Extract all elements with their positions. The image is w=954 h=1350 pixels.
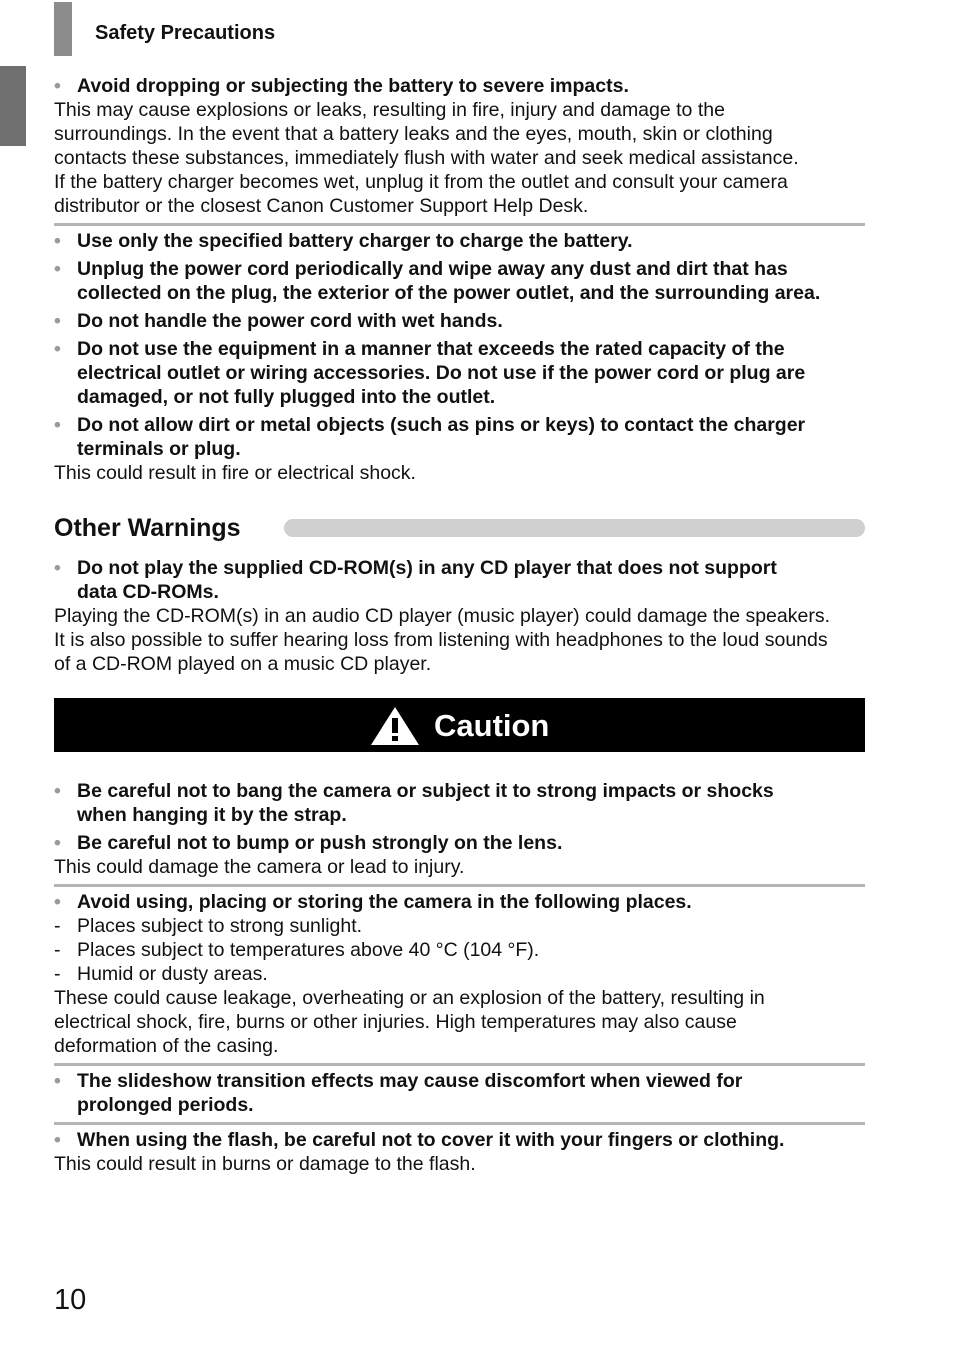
- bullet-item: • Be careful not to bang the camera or subject it to strong impacts or shocks: [54, 780, 774, 802]
- bullet-icon: •: [54, 338, 61, 360]
- divider: [54, 223, 865, 226]
- bullet-item: • The slideshow transition effects may cause discomfort when viewed for: [54, 1070, 743, 1092]
- page-number: 10: [54, 1284, 87, 1316]
- bullet-icon: •: [54, 832, 61, 854]
- bullet-item: • Be careful not to bump or push strongly on the lens.: [54, 832, 563, 854]
- bullet-item: • Do not handle the power cord with wet hands.: [54, 310, 503, 332]
- warning-icon: [369, 705, 421, 747]
- bullet-icon: •: [54, 230, 61, 252]
- page-header-title: Safety Precautions: [95, 22, 276, 44]
- bullet-item: • Use only the specified battery charger to charge the battery.: [54, 230, 633, 252]
- bullet-icon: •: [54, 414, 61, 436]
- bullet-icon: •: [54, 75, 61, 97]
- divider: [54, 1063, 865, 1066]
- heading-bar: [284, 519, 865, 537]
- bullet-icon: •: [54, 1129, 61, 1151]
- bullet-continuation: electrical outlet or wiring accessories. Do not use if the power cord or plug are: [77, 362, 806, 384]
- paragraph-line: These could cause leakage, overheating or an explosion of the battery, resulting in: [54, 987, 765, 1009]
- other-warnings-heading: [54, 511, 865, 545]
- divider: [54, 1122, 865, 1125]
- paragraph-line: Playing the CD-ROM(s) in an audio CD player (music player) could damage the speakers.: [54, 605, 830, 627]
- bullet-item: • Avoid using, placing or storing the camera in the following places.: [54, 891, 692, 913]
- paragraph-line: This may cause explosions or leaks, resulting in fire, injury and damage to the: [54, 99, 725, 121]
- dash-item: - Humid or dusty areas.: [54, 963, 268, 985]
- bullet-icon: •: [54, 557, 61, 579]
- note-text: This could damage the camera or lead to injury.: [54, 856, 465, 878]
- caution-banner: [54, 698, 865, 752]
- bullet-item: • Do not play the supplied CD-ROM(s) in any CD player that does not support: [54, 557, 777, 579]
- bullet-continuation: damaged, or not fully plugged into the outlet.: [77, 386, 496, 408]
- note-text: This could result in fire or electrical shock.: [54, 462, 416, 484]
- bullet-continuation: when hanging it by the strap.: [77, 804, 347, 826]
- note-text: This could result in burns or damage to the flash.: [54, 1153, 476, 1175]
- bullet-continuation: terminals or plug.: [77, 438, 241, 460]
- dash-marker: -: [54, 915, 61, 937]
- header-bar: [54, 2, 72, 56]
- bullet-continuation: collected on the plug, the exterior of the power outlet, and the surrounding area.: [77, 282, 821, 304]
- section-title: Other Warnings: [54, 514, 253, 543]
- page-content: [54, 74, 865, 1176]
- dash-item: - Places subject to strong sunlight.: [54, 915, 363, 937]
- caution-label: Caution: [434, 708, 550, 743]
- bullet-icon: •: [54, 891, 61, 913]
- bullet-continuation: data CD-ROMs.: [77, 581, 219, 603]
- paragraph-line: It is also possible to suffer hearing loss from listening with headphones to the loud sounds: [54, 629, 828, 651]
- bullet-item: • Avoid dropping or subjecting the battery to severe impacts.: [54, 75, 629, 97]
- bullet-continuation: prolonged periods.: [77, 1094, 254, 1116]
- bullet-icon: •: [54, 310, 61, 332]
- dash-marker: -: [54, 963, 61, 985]
- dash-item: - Places subject to temperatures above 40 °C (104 °F).: [54, 939, 540, 961]
- bullet-icon: •: [54, 780, 61, 802]
- paragraph-line: If the battery charger becomes wet, unplug it from the outlet and consult your camera: [54, 171, 788, 193]
- bullet-item: • Do not use the equipment in a manner that exceeds the rated capacity of the: [54, 338, 785, 360]
- paragraph-line: deformation of the casing.: [54, 1035, 279, 1057]
- paragraph-line: of a CD-ROM played on a music CD player.: [54, 653, 432, 675]
- side-tab: [0, 66, 26, 146]
- paragraph-line: surroundings. In the event that a battery leaks and the eyes, mouth, skin or clothing: [54, 123, 773, 145]
- paragraph-line: contacts these substances, immediately flush with water and seek medical assistance.: [54, 147, 799, 169]
- dash-marker: -: [54, 939, 61, 961]
- paragraph-line: electrical shock, fire, burns or other injuries. High temperatures may also cause: [54, 1011, 737, 1033]
- divider: [54, 884, 865, 887]
- bullet-item: • When using the flash, be careful not to cover it with your fingers or clothing.: [54, 1129, 785, 1151]
- bullet-icon: •: [54, 1070, 61, 1092]
- bullet-icon: •: [54, 258, 61, 280]
- paragraph-line: distributor or the closest Canon Customer Support Help Desk.: [54, 195, 589, 217]
- bullet-item: • Do not allow dirt or metal objects (such as pins or keys) to contact the charger: [54, 414, 806, 436]
- bullet-item: • Unplug the power cord periodically and wipe away any dust and dirt that has: [54, 258, 788, 280]
